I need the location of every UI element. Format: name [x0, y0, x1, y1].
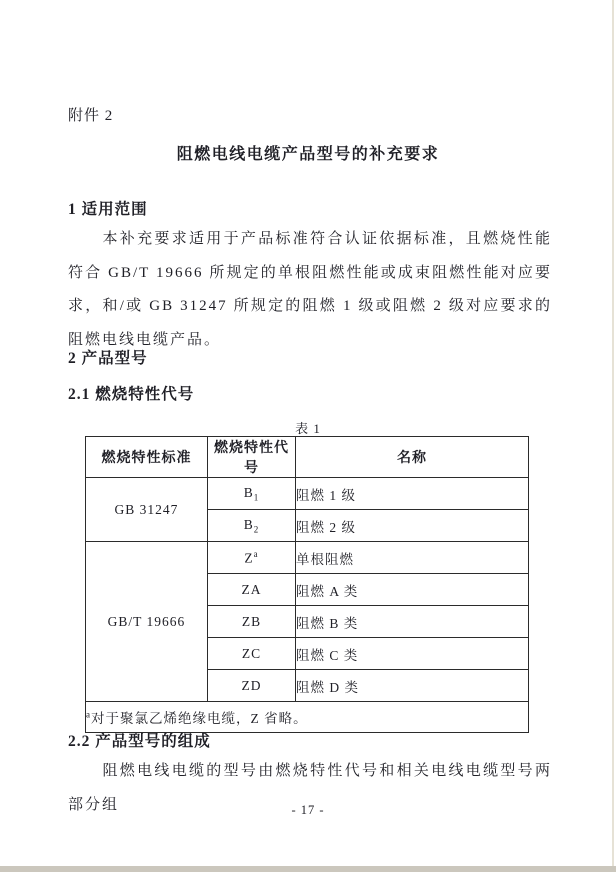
table-header-row: [86, 437, 529, 478]
code-cell: [208, 542, 296, 574]
document-title: 阻燃电线电缆产品型号的补充要求: [176, 146, 440, 163]
code-text: Z: [244, 550, 254, 566]
footnote-cell: [86, 702, 529, 733]
code-cell: ZB: [208, 606, 296, 638]
table-row: [86, 478, 529, 510]
section-2-heading: 2 产品型号: [68, 350, 148, 367]
standard-cell-gbt19666: GB/T 19666: [86, 542, 208, 702]
attachment-label: 附件 2: [68, 108, 114, 124]
code-subscript: 2: [253, 524, 260, 535]
page-edge-right: [612, 0, 614, 866]
name-cell: 阻燃 C 类: [296, 638, 529, 670]
footnote-text: 对于聚氯乙烯绝缘电缆，Z 省略。: [91, 711, 308, 726]
section-1-heading: 1 适用范围: [68, 201, 148, 218]
code-text: B: [243, 484, 254, 500]
section-2-2-paragraph: 阻燃电线电缆的型号由燃烧特性代号和相关电线电缆型号两部分组: [68, 763, 552, 813]
code-cell: [208, 478, 296, 510]
footnote-marker: a: [86, 709, 91, 720]
flame-code-table: [85, 436, 529, 733]
name-cell: 阻燃 D 类: [296, 670, 529, 702]
code-superscript: a: [253, 548, 259, 559]
table-caption: 表 1: [295, 421, 321, 436]
code-cell: ZD: [208, 670, 296, 702]
col-header-standard: 燃烧特性标准: [86, 437, 208, 478]
section-2-2-heading: 2.2 产品型号的组成: [68, 733, 211, 750]
name-cell: 阻燃 B 类: [296, 606, 529, 638]
code-cell: [208, 510, 296, 542]
section-2-1-heading: 2.1 燃烧特性代号: [68, 386, 195, 403]
standard-cell-gb31247: GB 31247: [86, 478, 208, 542]
page-edge-bottom: [0, 866, 616, 872]
table-footnote-row: [86, 702, 529, 733]
code-cell: ZC: [208, 638, 296, 670]
col-header-name: 名称: [296, 437, 529, 478]
table-row: [86, 542, 529, 574]
col-header-code: 燃烧特性代号: [208, 437, 296, 478]
page-number: - 17 -: [291, 803, 325, 817]
name-cell: 阻燃 A 类: [296, 574, 529, 606]
code-subscript: 1: [253, 492, 260, 503]
code-text: B: [243, 516, 254, 532]
name-cell: 单根阻燃: [296, 542, 529, 574]
section-1-paragraph: 本补充要求适用于产品标准符合认证依据标准，且燃烧性能符合 GB/T 19666 所规定的单根阻燃性能或成束阻燃性能对应要求，和/或 GB 31247 所规定的阻燃 1 级或阻燃 2 级对应要求的阻燃电线电缆产品。: [68, 231, 552, 348]
code-cell: ZA: [208, 574, 296, 606]
name-cell: 阻燃 1 级: [296, 478, 529, 510]
name-cell: 阻燃 2 级: [296, 510, 529, 542]
